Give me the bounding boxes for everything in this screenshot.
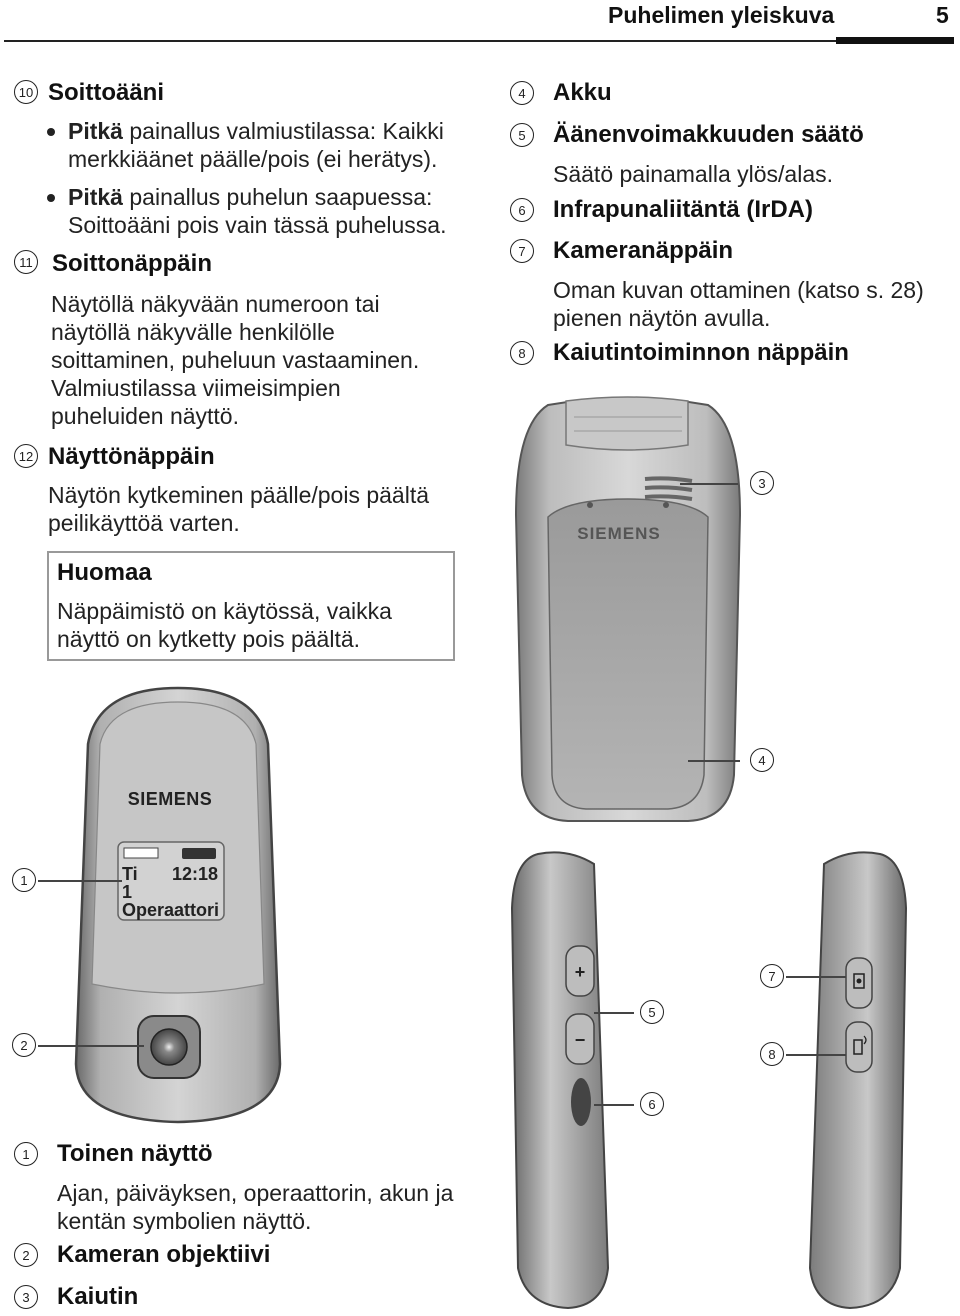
hinge	[566, 397, 688, 450]
marker-3: 3	[750, 471, 774, 495]
display-line2: 1	[122, 882, 133, 902]
marker-5-callout: 5	[640, 1000, 664, 1024]
marker-2-list: 2	[14, 1243, 38, 1267]
marker-7-callout: 7	[760, 964, 784, 988]
item-1-line: Ajan, päiväyksen, operaattorin, akun ja	[57, 1180, 454, 1206]
item-11-text	[51, 290, 451, 430]
display-day: Ti	[122, 864, 138, 884]
marker-5: 5	[510, 123, 534, 147]
display-time: 12:18	[171, 864, 218, 884]
item-12-line: peilikäyttöä varten.	[48, 510, 240, 536]
bullet-dot	[47, 128, 55, 136]
item-5-text: Säätö painamalla ylös/alas.	[553, 161, 833, 187]
item-3-heading: Kaiutin	[57, 1283, 139, 1310]
marker-6-callout: 6	[640, 1092, 664, 1116]
marker-12: 12	[14, 444, 38, 468]
item-6-heading: Infrapunaliitäntä (IrDA)	[553, 196, 814, 223]
item-11-line: puheluiden näyttö.	[51, 403, 239, 429]
callout-line-8	[786, 1054, 846, 1056]
bullet-1-bold: Pitkä	[68, 118, 123, 144]
phone-side-view-right	[800, 848, 910, 1310]
item-11-line: Valmiustilassa viimeisimpien	[51, 375, 341, 401]
item-1-line: kentän symbolien näyttö.	[57, 1208, 312, 1234]
item-11-heading: Soittonäppäin	[52, 250, 212, 277]
bullet-1-line-2: merkkiäänet päälle/pois (ei herätys).	[68, 146, 438, 172]
marker-8: 8	[510, 341, 534, 365]
marker-11: 11	[14, 250, 38, 274]
callout-line-5	[594, 1012, 634, 1014]
callout-line-3	[680, 483, 738, 485]
marker-1-list: 1	[14, 1142, 38, 1166]
item-12-line: Näytön kytkeminen päälle/pois päältä	[48, 482, 430, 508]
speakerphone-button	[846, 1022, 872, 1072]
note-line: Näppäimistö on käytössä, vaikka	[57, 598, 392, 624]
item-11-line: Näytöllä näkyvään numeroon tai	[51, 291, 380, 317]
item-4-heading: Akku	[553, 79, 612, 106]
signal-icon	[124, 848, 158, 858]
item-10-bullet-2	[68, 183, 468, 239]
item-12-text	[48, 481, 458, 537]
marker-2: 2	[12, 1033, 36, 1057]
item-11-line: näytöllä näkyvälle henkilölle	[51, 319, 335, 345]
callout-line-1	[38, 880, 122, 882]
bullet-dot	[47, 194, 55, 202]
page-number: 5	[936, 2, 949, 28]
header-rule	[4, 40, 954, 42]
item-1-text	[57, 1179, 477, 1235]
note-line: näyttö on kytketty pois päältä.	[57, 626, 361, 652]
item-5-heading: Äänenvoimakkuuden säätö	[553, 121, 864, 148]
item-8-heading: Kaiutintoiminnon näppäin	[553, 339, 849, 366]
item-1-heading: Toinen näyttö	[57, 1140, 213, 1167]
irda-window	[571, 1078, 591, 1126]
marker-4-callout: 4	[750, 748, 774, 772]
item-10-heading: Soittoääni	[48, 79, 165, 106]
bullet-2-rest: painallus puhelun saapuessa:	[122, 184, 433, 210]
callout-line-7	[786, 976, 846, 978]
volume-minus-label: −	[574, 1030, 586, 1050]
note-text	[57, 597, 447, 653]
phone-front-brand: SIEMENS	[127, 789, 213, 809]
marker-4: 4	[510, 81, 534, 105]
item-7-line: pienen näytön avulla.	[553, 305, 771, 331]
marker-6: 6	[510, 198, 534, 222]
volume-plus-label: +	[574, 962, 586, 982]
marker-10: 10	[14, 80, 38, 104]
item-10-bullet-1	[68, 117, 468, 173]
callout-line-6	[594, 1104, 634, 1106]
item-7-heading: Kameranäppäin	[553, 237, 734, 264]
phone-front-illustration	[58, 684, 298, 1124]
phone-back-brand: SIEMENS	[577, 524, 661, 543]
item-7-line: Oman kuvan ottaminen (katso s. 28)	[553, 277, 924, 303]
item-11-line: soittaminen, puheluun vastaaminen.	[51, 347, 420, 373]
note-title: Huomaa	[57, 559, 152, 586]
bullet-2-bold: Pitkä	[68, 184, 123, 210]
battery-cover	[548, 499, 708, 809]
camera-lens	[151, 1029, 187, 1065]
callout-line-4	[688, 760, 740, 762]
note-box	[47, 551, 455, 661]
marker-1: 1	[12, 868, 36, 892]
callout-line-2	[38, 1045, 144, 1047]
marker-3-list: 3	[14, 1285, 38, 1309]
marker-8-callout: 8	[760, 1042, 784, 1066]
header-rule-accent	[836, 37, 954, 44]
battery-icon	[182, 848, 216, 859]
item-12-heading: Näyttönäppäin	[48, 443, 215, 470]
display-operator: Operaattori	[122, 900, 220, 920]
phone-side-view-left	[508, 848, 618, 1310]
bullet-1-rest: painallus valmiustilassa: Kaikki	[122, 118, 444, 144]
marker-7: 7	[510, 239, 534, 263]
item-2-heading: Kameran objektiivi	[57, 1241, 271, 1268]
bullet-2-line-2: Soittoääni pois vain tässä puhelussa.	[68, 212, 447, 238]
page-header-title: Puhelimen yleiskuva	[608, 2, 835, 28]
item-7-text	[553, 276, 953, 332]
